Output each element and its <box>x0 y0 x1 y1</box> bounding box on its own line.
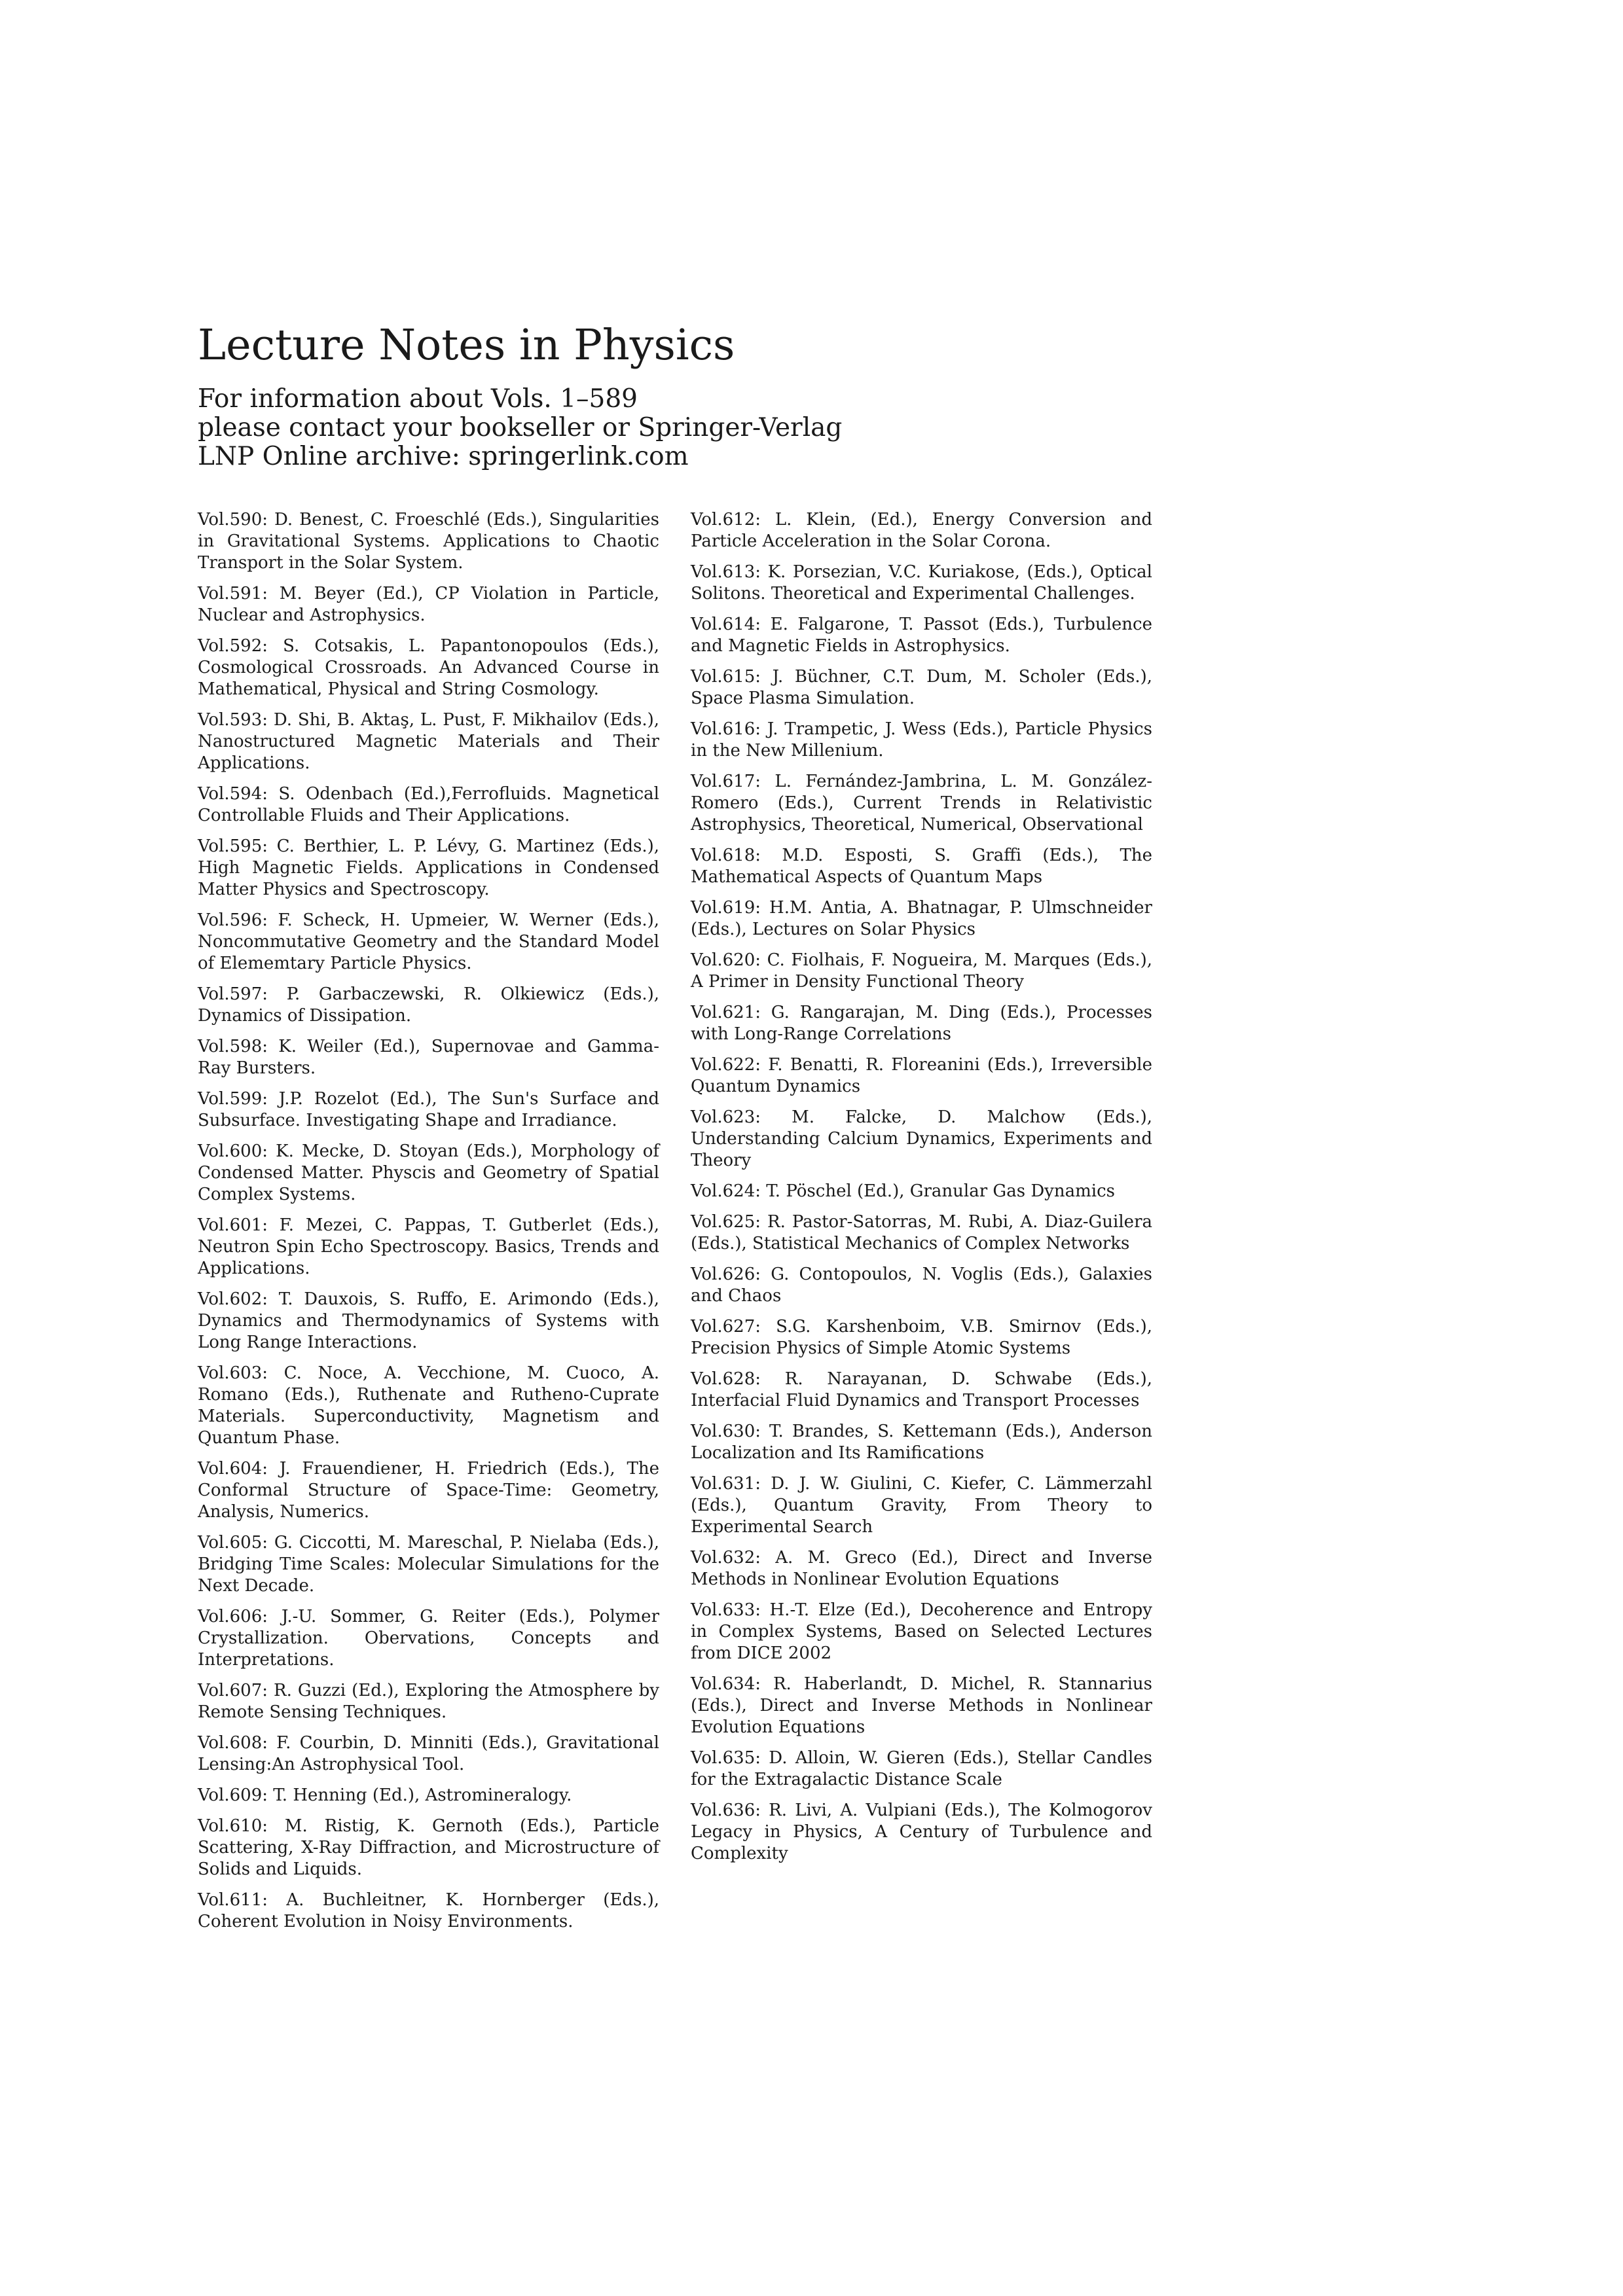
series-info <box>198 385 842 471</box>
volume-entry-596: Vol.596: F. Scheck, H. Upmeier, W. Werner (Eds.), Noncommutative Geometry and the Standard Model of Elememtary Particle Physics. <box>198 910 659 973</box>
volume-entry-630: Vol.630: T. Brandes, S. Kettemann (Eds.), Anderson Localization and Its Ramifications <box>691 1422 1152 1463</box>
volume-entry-606: Vol.606: J.-U. Sommer, G. Reiter (Eds.), Polymer Crystallization. Obervations, Concepts and Interpretations. <box>198 1607 659 1670</box>
page-title: Lecture Notes in Physics <box>198 321 735 370</box>
volume-entry-633: Vol.633: H.-T. Elze (Ed.), Decoherence and Entropy in Complex Systems, Based on Selected Lectures from DICE 2002 <box>691 1600 1152 1663</box>
volume-entry-591: Vol.591: M. Beyer (Ed.), CP Violation in Particle, Nuclear and Astrophysics. <box>198 584 659 625</box>
volume-list-right <box>691 509 1152 1874</box>
volume-entry-618: Vol.618: M.D. Esposti, S. Graffi (Eds.), The Mathematical Aspects of Quantum Maps <box>691 846 1152 887</box>
volume-entry-605: Vol.605: G. Ciccotti, M. Mareschal, P. Nielaba (Eds.), Bridging Time Scales: Molecular Simulations for the Next Decade. <box>198 1533 659 1596</box>
volume-entry-612: Vol.612: L. Klein, (Ed.), Energy Conversion and Particle Acceleration in the Solar Corona. <box>691 510 1152 551</box>
volume-entry-598: Vol.598: K. Weiler (Ed.), Supernovae and Gamma-Ray Bursters. <box>198 1037 659 1078</box>
volume-entry-599: Vol.599: J.P. Rozelot (Ed.), The Sun's Surface and Subsurface. Investigating Shape and Irradiance. <box>198 1089 659 1130</box>
volume-entry-636: Vol.636: R. Livi, A. Vulpiani (Eds.), The Kolmogorov Legacy in Physics, A Century of Turbulence and Complexity <box>691 1801 1152 1863</box>
volume-entry-628: Vol.628: R. Narayanan, D. Schwabe (Eds.), Interfacial Fluid Dynamics and Transport Processes <box>691 1369 1152 1410</box>
info-line-volumes: For information about Vols. 1–589 <box>198 384 638 414</box>
volume-entry-608: Vol.608: F. Courbin, D. Minniti (Eds.), Gravitational Lensing:An Astrophysical Tool. <box>198 1733 659 1774</box>
volume-entry-634: Vol.634: R. Haberlandt, D. Michel, R. Stannarius (Eds.), Direct and Inverse Methods in Nonlinear Evolution Equations <box>691 1674 1152 1737</box>
volume-entry-624: Vol.624: T. Pöschel (Ed.), Granular Gas Dynamics <box>691 1181 1115 1201</box>
volume-entry-620: Vol.620: C. Fiolhais, F. Nogueira, M. Marques (Eds.), A Primer in Density Functional Theory <box>691 950 1152 992</box>
volume-entry-614: Vol.614: E. Falgarone, T. Passot (Eds.), Turbulence and Magnetic Fields in Astrophysics. <box>691 615 1152 656</box>
volume-entry-610: Vol.610: M. Ristig, K. Gernoth (Eds.), Particle Scattering, X-Ray Diffraction, and Microstructure of Solids and Liquids. <box>198 1816 659 1879</box>
volume-entry-615: Vol.615: J. Büchner, C.T. Dum, M. Scholer (Eds.), Space Plasma Simulation. <box>691 667 1152 708</box>
volume-entry-623: Vol.623: M. Falcke, D. Malchow (Eds.), Understanding Calcium Dynamics, Experiments and Theory <box>691 1107 1152 1170</box>
volume-entry-604: Vol.604: J. Frauendiener, H. Friedrich (Eds.), The Conformal Structure of Space-Time: Geometry, Analysis, Numerics. <box>198 1459 659 1522</box>
volume-entry-597: Vol.597: P. Garbaczewski, R. Olkiewicz (Eds.), Dynamics of Dissipation. <box>198 984 659 1026</box>
volume-entry-632: Vol.632: A. M. Greco (Ed.), Direct and Inverse Methods in Nonlinear Evolution Equations <box>691 1548 1152 1589</box>
volume-entry-609: Vol.609: T. Henning (Ed.), Astromineralogy. <box>198 1785 572 1805</box>
volume-entry-635: Vol.635: D. Alloin, W. Gieren (Eds.), Stellar Candles for the Extragalactic Distance Scale <box>691 1748 1152 1789</box>
volume-entry-619: Vol.619: H.M. Antia, A. Bhatnagar, P. Ulmschneider (Eds.), Lectures on Solar Physics <box>691 898 1152 939</box>
volume-entry-616: Vol.616: J. Trampetic, J. Wess (Eds.), Particle Physics in the New Millenium. <box>691 719 1152 761</box>
volume-entry-621: Vol.621: G. Rangarajan, M. Ding (Eds.), Processes with Long-Range Correlations <box>691 1003 1152 1044</box>
volume-entry-611: Vol.611: A. Buchleitner, K. Hornberger (Eds.), Coherent Evolution in Noisy Environments. <box>198 1890 659 1931</box>
volume-entry-617: Vol.617: L. Fernández-Jambrina, L. M. González-Romero (Eds.), Current Trends in Relativistic Astrophysics, Theoretical, Numerical, Observational <box>691 772 1152 834</box>
volume-entry-613: Vol.613: K. Porsezian, V.C. Kuriakose, (Eds.), Optical Solitons. Theoretical and Experimental Challenges. <box>691 562 1152 603</box>
volume-entry-600: Vol.600: K. Mecke, D. Stoyan (Eds.), Morphology of Condensed Matter. Physcis and Geometry of Spatial Complex Systems. <box>198 1141 659 1204</box>
volume-entry-601: Vol.601: F. Mezei, C. Pappas, T. Gutberlet (Eds.), Neutron Spin Echo Spectroscopy. Basics, Trends and Applications. <box>198 1215 659 1278</box>
info-line-contact: please contact your bookseller or Springer-Verlag <box>198 413 843 442</box>
volume-entry-607: Vol.607: R. Guzzi (Ed.), Exploring the Atmosphere by Remote Sensing Techniques. <box>198 1681 659 1722</box>
volume-entry-626: Vol.626: G. Contopoulos, N. Voglis (Eds.), Galaxies and Chaos <box>691 1265 1152 1306</box>
volume-entry-593: Vol.593: D. Shi, B. Aktaş, L. Pust, F. Mikhailov (Eds.), Nanostructured Magnetic Materials and Their Applications. <box>198 710 659 773</box>
volume-entry-592: Vol.592: S. Cotsakis, L. Papantonopoulos (Eds.), Cosmological Crossroads. An Advanced Course in Mathematical, Physical and String Cosmology. <box>198 636 659 699</box>
volume-entry-602: Vol.602: T. Dauxois, S. Ruffo, E. Arimondo (Eds.), Dynamics and Thermodynamics of Systems with Long Range Interactions. <box>198 1289 659 1352</box>
volume-entry-631: Vol.631: D. J. W. Giulini, C. Kiefer, C. Lämmerzahl (Eds.), Quantum Gravity, From Theory to Experimental Search <box>691 1474 1152 1537</box>
info-line-archive: LNP Online archive: springerlink.com <box>198 442 689 471</box>
volume-entry-594: Vol.594: S. Odenbach (Ed.),Ferrofluids. Magnetical Controllable Fluids and Their Applications. <box>198 784 659 825</box>
volume-entry-590: Vol.590: D. Benest, C. Froeschlé (Eds.), Singularities in Gravitational Systems. Applications to Chaotic Transport in the Solar System. <box>198 510 659 573</box>
volume-entry-627: Vol.627: S.G. Karshenboim, V.B. Smirnov (Eds.), Precision Physics of Simple Atomic Systems <box>691 1317 1152 1358</box>
volume-entry-625: Vol.625: R. Pastor-Satorras, M. Rubi, A. Diaz-Guilera (Eds.), Statistical Mechanics of Complex Networks <box>691 1212 1152 1253</box>
volume-entry-622: Vol.622: F. Benatti, R. Floreanini (Eds.), Irreversible Quantum Dynamics <box>691 1055 1152 1096</box>
volume-entry-603: Vol.603: C. Noce, A. Vecchione, M. Cuoco, A. Romano (Eds.), Ruthenate and Rutheno-Cuprate Materials. Superconductivity, Magnetism and Quantum Phase. <box>198 1363 659 1448</box>
volume-entry-595: Vol.595: C. Berthier, L. P. Lévy, G. Martinez (Eds.), High Magnetic Fields. Applications in Condensed Matter Physics and Spectroscopy. <box>198 836 659 899</box>
volume-list-left <box>198 509 659 1942</box>
